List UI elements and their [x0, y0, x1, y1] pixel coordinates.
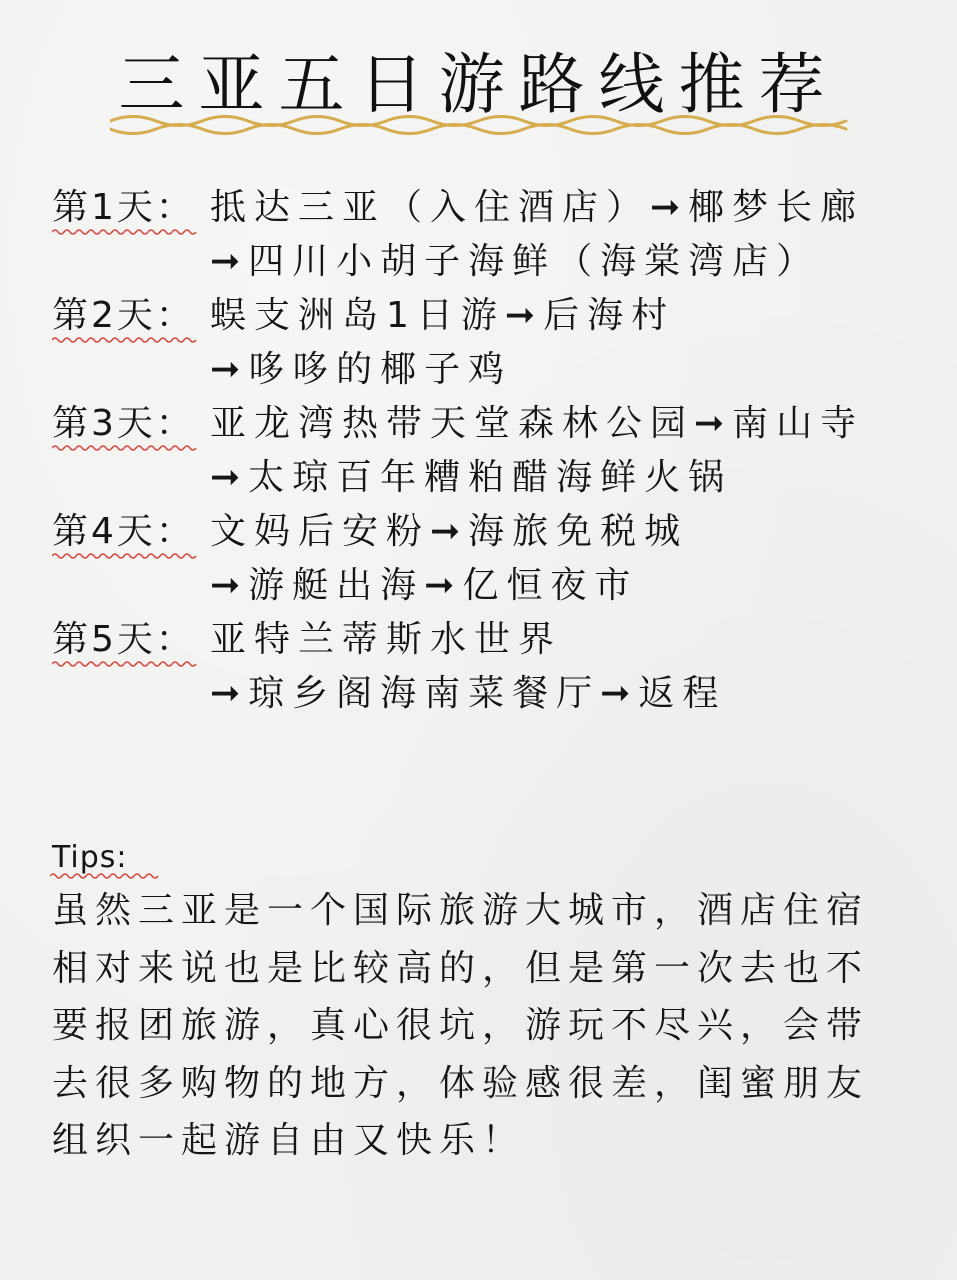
day-label: 第3天： — [52, 403, 195, 444]
day-5 — [52, 612, 932, 720]
day-label: 第4天： — [52, 511, 195, 552]
day-route-line: ➞琼乡阁海南菜餐厅➞返程 — [210, 673, 727, 714]
spellcheck-underline — [50, 872, 162, 880]
spellcheck-underline — [52, 552, 198, 560]
spellcheck-underline — [52, 444, 198, 452]
day-route-line: ➞太琼百年糟粕醋海鲜火锅 — [210, 457, 733, 498]
spellcheck-underline — [52, 660, 198, 668]
spellcheck-underline — [52, 336, 198, 344]
day-route-line: 抵达三亚（入住酒店）➞椰梦长廊 — [210, 187, 865, 228]
itinerary-list — [52, 180, 932, 720]
day-route-line: 亚龙湾热带天堂森林公园➞南山寺 — [210, 403, 865, 444]
day-route-line: 亚特兰蒂斯水世界 — [210, 619, 563, 660]
day-label: 第1天： — [52, 187, 195, 228]
tips-heading: Tips: — [52, 840, 128, 875]
title-wave-decoration — [110, 112, 850, 138]
tips-line: 要报团旅游，真心很坑，游玩不尽兴，会带 — [52, 1005, 870, 1046]
tips-line: 组织一起游自由又快乐！ — [52, 1120, 526, 1161]
day-1 — [52, 180, 932, 288]
day-3 — [52, 396, 932, 504]
spellcheck-underline — [52, 228, 198, 236]
day-2 — [52, 288, 932, 396]
day-route-line: 蜈支洲岛1日游➞后海村 — [210, 295, 676, 336]
tips-paragraph — [52, 882, 912, 1170]
tips-line: 相对来说也是比较高的，但是第一次去也不 — [52, 947, 870, 989]
day-route-line: ➞四川小胡子海鲜（海棠湾店） — [210, 241, 821, 282]
day-route-line: ➞哆哆的椰子鸡 — [210, 349, 513, 390]
tips-line: 去很多购物的地方，体验感很差，闺蜜朋友 — [52, 1062, 870, 1104]
day-route-line: ➞游艇出海➞亿恒夜市 — [210, 565, 639, 606]
page-title: 三亚五日游路线推荐 — [118, 46, 839, 123]
day-label: 第2天： — [52, 295, 195, 336]
tips-line: 虽然三亚是一个国际旅游大城市，酒店住宿 — [52, 890, 870, 931]
day-label: 第5天： — [52, 619, 195, 660]
day-4 — [52, 504, 932, 612]
day-route-line: 文妈后安粉➞海旅免税城 — [210, 511, 689, 552]
